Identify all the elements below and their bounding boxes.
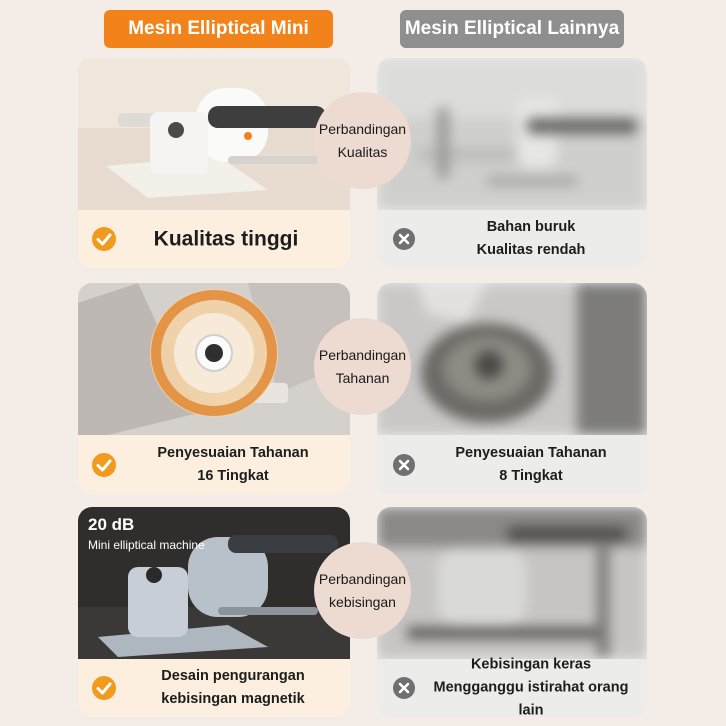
theirs-header: Mesin Elliptical Lainnya [400, 10, 624, 48]
comparison-quality-bubble: Perbandingan Kualitas [314, 92, 411, 189]
decibel-label: 20 dB [88, 515, 135, 534]
theirs-noise-card [377, 507, 647, 717]
ours-quality-caption: Kualitas tinggi [153, 227, 299, 251]
theirs-resistance-caption: Penyesuaian Tahanan 8 Tingkat [455, 444, 607, 484]
other-resistance-photo [377, 283, 647, 435]
x-circle-icon [393, 228, 415, 250]
ours-resistance-card [78, 283, 350, 494]
mini-elliptical-photo [78, 58, 350, 210]
theirs-noise-caption: Kebisingan keras Mengganggu istirahat orang lain [433, 656, 629, 717]
other-elliptical-photo [377, 58, 647, 210]
ours-quality-card [78, 58, 350, 268]
other-noise-photo [377, 507, 647, 659]
ours-noise-caption: Desain pengurangan kebisingan magnetik [161, 668, 305, 707]
comparison-resistance-bubble: Perbandingan Tahanan [314, 318, 411, 415]
ours-noise-card [78, 507, 350, 717]
theirs-quality-card [377, 58, 647, 268]
dark-elliptical-photo [78, 507, 350, 659]
check-circle-icon [92, 676, 116, 700]
check-circle-icon [92, 453, 116, 477]
resistance-knob-photo [78, 283, 350, 435]
x-circle-icon [393, 454, 415, 476]
ours-header: Mesin Elliptical Mini [104, 10, 333, 48]
ours-resistance-caption: Penyesuaian Tahanan 16 Tingkat [157, 444, 309, 484]
x-circle-icon [393, 677, 415, 699]
machine-label: Mini elliptical machine [88, 538, 205, 552]
theirs-resistance-card [377, 283, 647, 494]
theirs-quality-caption: Bahan buruk Kualitas rendah [476, 219, 586, 258]
comparison-noise-bubble: Perbandingan kebisingan [314, 542, 411, 639]
